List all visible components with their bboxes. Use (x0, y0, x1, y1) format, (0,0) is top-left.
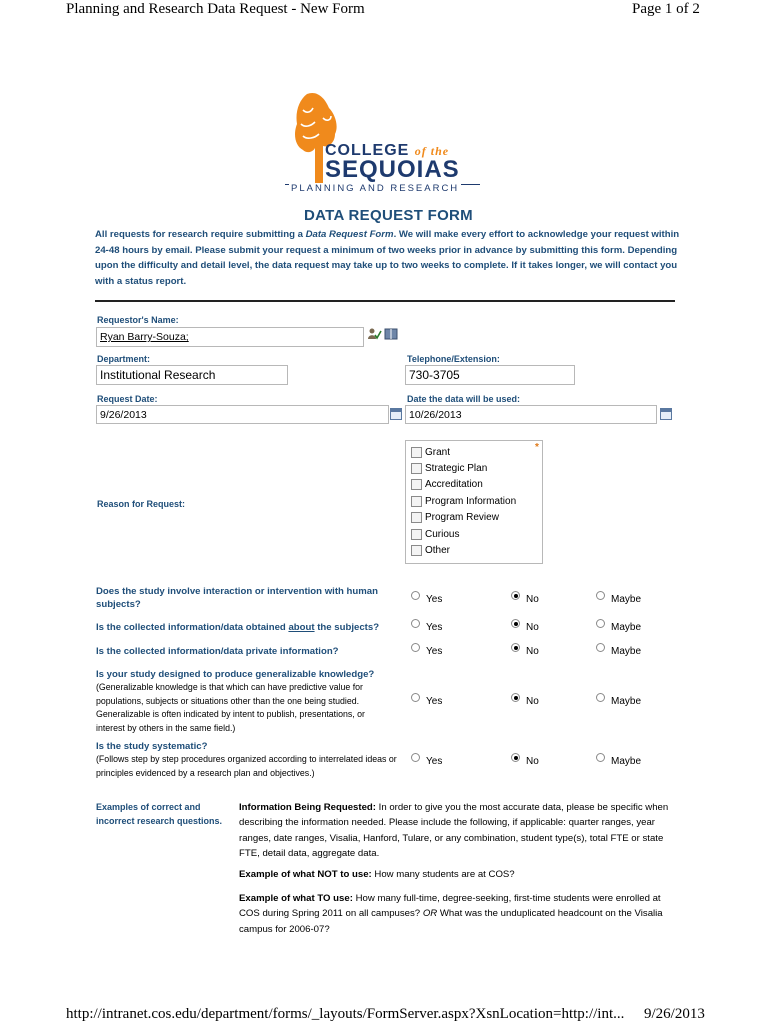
q2-option-yes[interactable] (411, 622, 442, 633)
radio-label: Yes (426, 646, 443, 657)
radio-label: Maybe (611, 646, 642, 657)
used-date-label: Date the data will be used: (407, 394, 521, 404)
request-date-input[interactable]: 9/26/2013 (96, 405, 389, 424)
reason-option[interactable] (411, 477, 516, 493)
form-title: DATA REQUEST FORM (304, 207, 473, 224)
radio-label: Yes (426, 756, 443, 767)
reason-checkbox[interactable] (411, 512, 422, 523)
radio-button[interactable] (411, 693, 420, 702)
radio-button[interactable] (511, 753, 520, 762)
radio-button[interactable] (511, 693, 520, 702)
logo-subtitle: PLANNING AND RESEARCH (291, 183, 460, 194)
radio-label: Maybe (611, 756, 642, 767)
telephone-input[interactable]: 730-3705 (405, 365, 575, 385)
radio-label: Maybe (611, 622, 642, 633)
used-date-calendar-icon[interactable] (660, 408, 672, 420)
radio-button[interactable] (411, 643, 420, 652)
print-header-page: Page 1 of 2 (632, 1, 700, 17)
question-private-info: Is the collected information/data private information? (96, 646, 339, 657)
q1-option-no[interactable] (511, 594, 539, 605)
radio-button[interactable] (596, 591, 605, 600)
radio-button[interactable] (411, 619, 420, 628)
print-footer-date: 9/26/2013 (644, 1006, 705, 1022)
radio-label: No (526, 696, 539, 707)
reason-option-label: Other (425, 545, 451, 557)
reason-checkbox[interactable] (411, 545, 422, 556)
reason-option-label: Program Review (425, 512, 499, 524)
request-date-label: Request Date: (97, 394, 158, 404)
q4-option-yes[interactable] (411, 696, 442, 707)
q3-option-maybe[interactable] (596, 646, 641, 657)
college-logo (285, 90, 485, 195)
section-divider (95, 300, 675, 302)
question-generalizable-note: (Generalizable knowledge is that which can have predictive value for populations, subjects or situations other than the one being studied. Generalizable is often indicated by intent to publish, presentations, or interest by others in the same field.) (96, 682, 365, 733)
requestor-input[interactable] (96, 327, 364, 347)
radio-label: Yes (426, 622, 443, 633)
radio-button[interactable] (596, 619, 605, 628)
print-footer-url: http://intranet.cos.edu/department/forms/_layouts/FormServer.aspx?XsnLocation=http://int... (66, 1006, 625, 1022)
question-obtained-about: Is the collected information/data obtained about the subjects? (96, 622, 380, 633)
address-book-icon[interactable] (384, 328, 398, 340)
radio-label: Yes (426, 594, 443, 605)
department-input[interactable]: Institutional Research (96, 365, 288, 385)
q5-option-yes[interactable] (411, 756, 442, 767)
telephone-label: Telephone/Extension: (407, 354, 500, 364)
logo-sequoias: SEQUOIAS (325, 156, 460, 183)
request-date-calendar-icon[interactable] (390, 408, 402, 420)
radio-label: Maybe (611, 594, 642, 605)
q5-option-maybe[interactable] (596, 756, 641, 767)
q4-option-maybe[interactable] (596, 696, 641, 707)
department-label: Department: (97, 354, 151, 364)
question-systematic-note: (Follows step by step procedures organized according to interrelated ideas or principles evidenced by a research plan and objectives.) (96, 754, 397, 778)
radio-label: No (526, 756, 539, 767)
info-requested-paragraph: Information Being Requested: In order to give you the most accurate data, please be specific when describing the information needed. Please include the following, if applicable: quarter ranges, year ranges, date ranges, Visalia, Hanford, Tulare, or any combination, student type(s), total FTE or state FTE, detail data, aggregate data. (239, 802, 669, 860)
reason-option[interactable] (411, 460, 516, 476)
requestor-label: Requestor's Name: (97, 315, 179, 325)
radio-button[interactable] (596, 643, 605, 652)
examples-label: Examples of correct and incorrect research questions. (96, 802, 223, 826)
q4-option-no[interactable] (511, 696, 539, 707)
question-human-subjects: Does the study involve interaction or intervention with human subjects? (96, 586, 378, 610)
not-to-use-paragraph: Example of what NOT to use: How many students are at COS? (239, 869, 515, 880)
reason-checkbox[interactable] (411, 529, 422, 540)
reason-checkbox[interactable] (411, 447, 422, 458)
intro-paragraph: All requests for research require submitting a Data Request Form. We will make every effort to acknowledge your request within 24-48 hours by email. Please submit your request a minimum of two weeks prior in advance by submitting this form. Depending upon the difficulty and detail level, the data request may take up to two weeks to complete. If it takes longer, we will contact you with a status report. (95, 229, 680, 287)
reason-option-label: Accreditation (425, 479, 483, 491)
reason-checkbox[interactable] (411, 479, 422, 490)
radio-button[interactable] (411, 753, 420, 762)
required-asterisk: * (535, 442, 539, 453)
radio-label: Maybe (611, 696, 642, 707)
used-date-input[interactable]: 10/26/2013 (405, 405, 657, 424)
reason-label: Reason for Request: (97, 499, 186, 509)
reason-option[interactable] (411, 444, 516, 460)
radio-label: Yes (426, 696, 443, 707)
radio-label: No (526, 594, 539, 605)
to-use-paragraph: Example of what TO use: How many full-time, degree-seeking, first-time students were enrolled at COS during Spring 2011 on all campuses? OR What was the unduplicated headcount on the Visalia campus for 2006-07? (239, 893, 663, 935)
reason-option-label: Curious (425, 528, 460, 540)
reason-option[interactable] (411, 542, 516, 558)
print-header-title: Planning and Research Data Request - New Form (66, 1, 365, 17)
q2-option-no[interactable] (511, 622, 539, 633)
q1-option-maybe[interactable] (596, 594, 641, 605)
reason-option-label: Grant (425, 446, 451, 458)
logo-of-the: of the (414, 144, 450, 158)
radio-button[interactable] (511, 643, 520, 652)
q3-option-yes[interactable] (411, 646, 442, 657)
q2-option-maybe[interactable] (596, 622, 641, 633)
radio-button[interactable] (596, 753, 605, 762)
reason-checkbox[interactable] (411, 463, 422, 474)
reason-option[interactable] (411, 526, 516, 542)
reason-option[interactable] (411, 510, 516, 526)
question-generalizable: Is your study designed to produce generalizable knowledge? (Generalizable knowledge is that which can have predictive value for populations, subjects or situations other than the one being studied. Generalizable is often indicated by intent to publish, presentations, or interest by others in the same field.) (96, 668, 396, 735)
question-systematic: Is the study systematic? (Follows step by step procedures organized according to interrelated ideas or principles evidenced by a research plan and objectives.) (96, 740, 406, 780)
logo-college: COLLEGE (325, 142, 410, 159)
radio-label: No (526, 622, 539, 633)
q3-option-no[interactable] (511, 646, 539, 657)
reason-option-label: Strategic Plan (425, 463, 488, 475)
q1-option-yes[interactable] (411, 594, 442, 605)
radio-label: No (526, 646, 539, 657)
requestor-value: Ryan Barry-Souza; (100, 331, 189, 343)
reason-checkbox-list (405, 440, 543, 564)
radio-button[interactable] (596, 693, 605, 702)
radio-button[interactable] (511, 591, 520, 600)
radio-button[interactable] (411, 591, 420, 600)
check-names-icon[interactable] (368, 328, 382, 340)
q5-option-no[interactable] (511, 756, 539, 767)
reason-option-label: Program Information (425, 495, 517, 507)
reason-option[interactable] (411, 493, 516, 509)
reason-checkbox[interactable] (411, 496, 422, 507)
radio-button[interactable] (511, 619, 520, 628)
